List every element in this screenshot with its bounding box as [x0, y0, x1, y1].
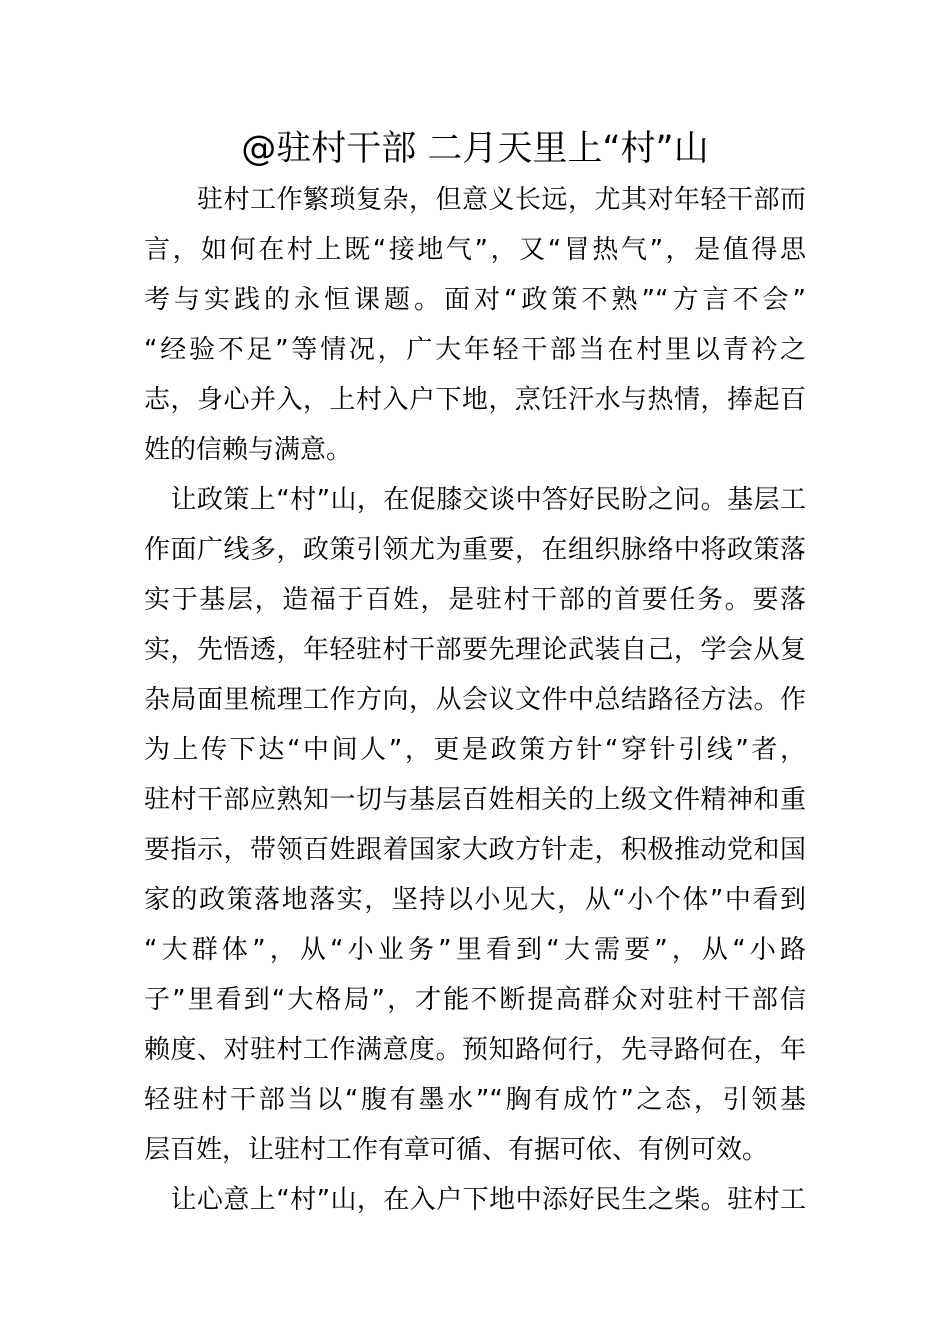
body-line: 为上传下达“中间人”，更是政策方针“穿针引线”者，	[144, 735, 806, 765]
body-line: 驻村干部应熟知一切与基层百姓相关的上级文件精神和重	[144, 785, 806, 815]
body-line: 要指示，带领百姓跟着国家大政方针走，积极推动党和国	[144, 835, 806, 865]
document-body	[144, 175, 806, 1225]
body-line: 实，先悟透，年轻驻村干部要先理论武装自己，学会从复	[144, 635, 806, 665]
body-line: 实于基层，造福于百姓，是驻村干部的首要任务。要落	[144, 585, 806, 615]
body-line: 作面广线多，政策引领尤为重要，在组织脉络中将政策落	[144, 535, 806, 565]
body-line: 赖度、对驻村工作满意度。预知路何行，先寻路何在，年	[144, 1035, 806, 1065]
body-line: 家的政策落地落实，坚持以小见大，从“小个体”中看到	[144, 885, 806, 915]
body-line: 轻驻村干部当以“腹有墨水”“胸有成竹”之态，引领基	[144, 1085, 806, 1115]
body-line: 言，如何在村上既“接地气”，又“冒热气”，是值得思	[144, 235, 806, 265]
body-line: 志，身心并入，上村入户下地，烹饪汗水与热情，捧起百	[144, 385, 806, 415]
body-line: 子”里看到“大格局”，才能不断提高群众对驻村干部信	[144, 985, 806, 1015]
body-line: 杂局面里梳理工作方向，从会议文件中总结路径方法。作	[144, 685, 806, 715]
document-title: @驻村干部 二月天里上“村”山	[241, 129, 709, 169]
body-line: “经验不足”等情况，广大年轻干部当在村里以青衿之	[144, 335, 806, 365]
body-line: 让心意上“村”山，在入户下地中添好民生之柴。驻村工	[144, 1185, 806, 1215]
body-line: 层百姓，让驻村工作有章可循、有据可依、有例可效。	[144, 1135, 769, 1165]
body-line: 让政策上“村”山，在促膝交谈中答好民盼之问。基层工	[144, 485, 806, 515]
body-line: “大群体”，从“小业务”里看到“大需要”，从“小路	[144, 935, 806, 965]
body-line: 考与实践的永恒课题。面对“政策不熟”“方言不会”	[144, 285, 806, 315]
body-line: 驻村工作繁琐复杂，但意义长远，尤其对年轻干部而	[144, 185, 806, 215]
body-line: 姓的信赖与满意。	[144, 435, 353, 465]
